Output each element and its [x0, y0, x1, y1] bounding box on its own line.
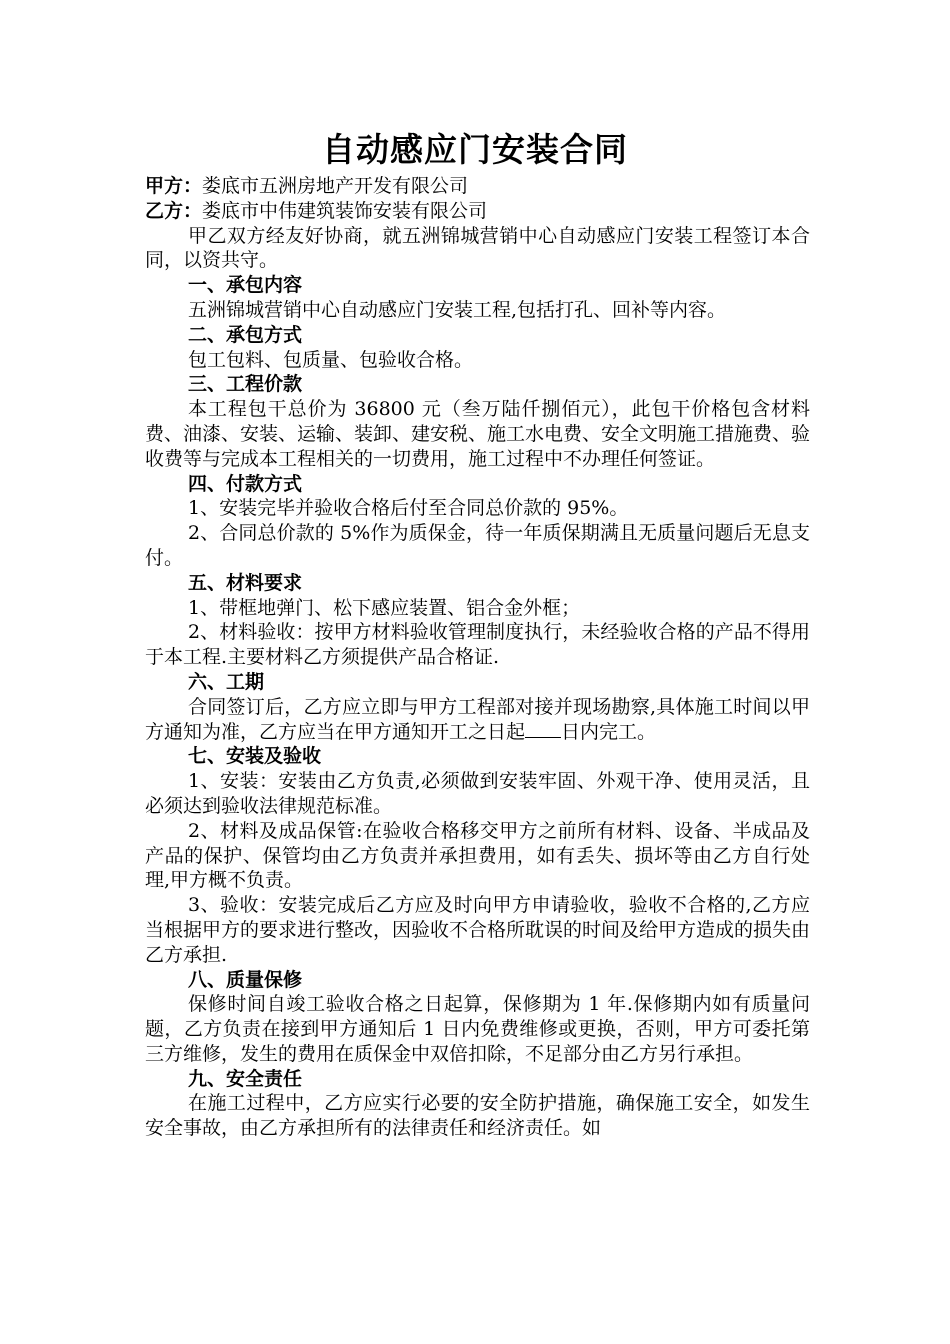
party-b-value: 娄底市中伟建筑装饰安装有限公司	[202, 199, 488, 222]
document-body	[145, 174, 810, 1141]
section-paragraph: 五洲锦城营销中心自动感应门安装工程,包括打孔、回补等内容。	[188, 298, 727, 321]
party-a	[145, 174, 810, 199]
section-text: 合同签订后，乙方应立即与甲方工程部对接并现场勘察,具体施工时间以甲方通知为准，乙方应当在甲方通知开工之日起	[145, 695, 810, 743]
section-heading: 七、安装及验收	[188, 745, 322, 768]
section-paragraph: 在施工过程中，乙方应实行必要的安全防护措施，确保施工安全，如发生安全事故，由乙方承担所有的法律责任和经济责任。如	[145, 1092, 810, 1140]
section-paragraph: 3、验收：安装完成后乙方应及时向甲方申请验收，验收不合格的,乙方应当根据甲方的要求进行整改，因验收不合格所耽误的时间及给甲方造成的损失由乙方承担.	[145, 894, 811, 966]
section-paragraph: 2、合同总价款的 5%作为质保金，待一年质保期满且无质量问题后无息支付。	[145, 522, 810, 569]
section-paragraph: 1、带框地弹门、松下感应装置、铝合金外框；	[188, 596, 581, 619]
section-heading: 六、工期	[188, 670, 265, 693]
section-heading: 八、质量保修	[188, 968, 303, 991]
section-paragraph: 包工包料、包质量、包验收合格。	[188, 348, 474, 371]
section-text: 日内完工。	[561, 720, 657, 743]
section-paragraph: 2、材料验收：按甲方材料验收管理制度执行，未经验收合格的产品不得用于本工程.主要材料乙方须提供产品合格证.	[145, 621, 810, 669]
section-heading: 四、付款方式	[188, 472, 303, 495]
blank-field	[525, 720, 561, 738]
section-paragraph: 本工程包干总价为 36800 元（叁万陆仟捌佰元），此包干价格包含材料费、油漆、安装、运输、装卸、建安税、施工水电费、安全文明施工措施费、验收费等与完成本工程相关的一切费用，施工过程中不办理任何签证。	[145, 398, 811, 470]
section-heading: 三、工程价款	[188, 373, 303, 396]
section-paragraph: 1、安装完毕并验收合格后付至合同总价款的 95%。	[188, 497, 629, 520]
section-paragraph: 1、安装：安装由乙方负责,必须做到安装牢固、外观干净、使用灵活，且必须达到验收法律规范标准。	[145, 770, 810, 817]
intro-paragraph: 甲乙双方经友好协商，就五洲锦城营销中心自动感应门安装工程签订本合同，以资共守。	[145, 224, 810, 272]
section-heading: 九、安全责任	[188, 1067, 303, 1090]
section-heading: 五、材料要求	[188, 571, 303, 594]
party-a-value: 娄底市五洲房地产开发有限公司	[202, 175, 469, 197]
document-title: 自动感应门安装合同	[322, 130, 628, 169]
section-paragraph	[145, 695, 810, 745]
party-b	[145, 199, 810, 224]
party-a-label: 甲方：	[145, 175, 203, 197]
section-heading: 二、承包方式	[188, 323, 303, 346]
section-paragraph: 2、材料及成品保管:在验收合格移交甲方之前所有材料、设备、半成品及产品的保护、保管均由乙方负责并承担费用，如有丢失、损坏等由乙方自行处理,甲方概不负责。	[145, 819, 810, 892]
party-b-label: 乙方：	[145, 199, 203, 222]
section-paragraph: 保修时间自竣工验收合格之日起算，保修期为 1 年.保修期内如有质量问题，乙方负责在接到甲方通知后 1 日内免费维修或更换，否则，甲方可委托第三方维修，发生的费用在质保金中双倍扣除，不足部分由乙方另行承担。	[145, 993, 810, 1065]
section-heading: 一、承包内容	[188, 274, 303, 297]
